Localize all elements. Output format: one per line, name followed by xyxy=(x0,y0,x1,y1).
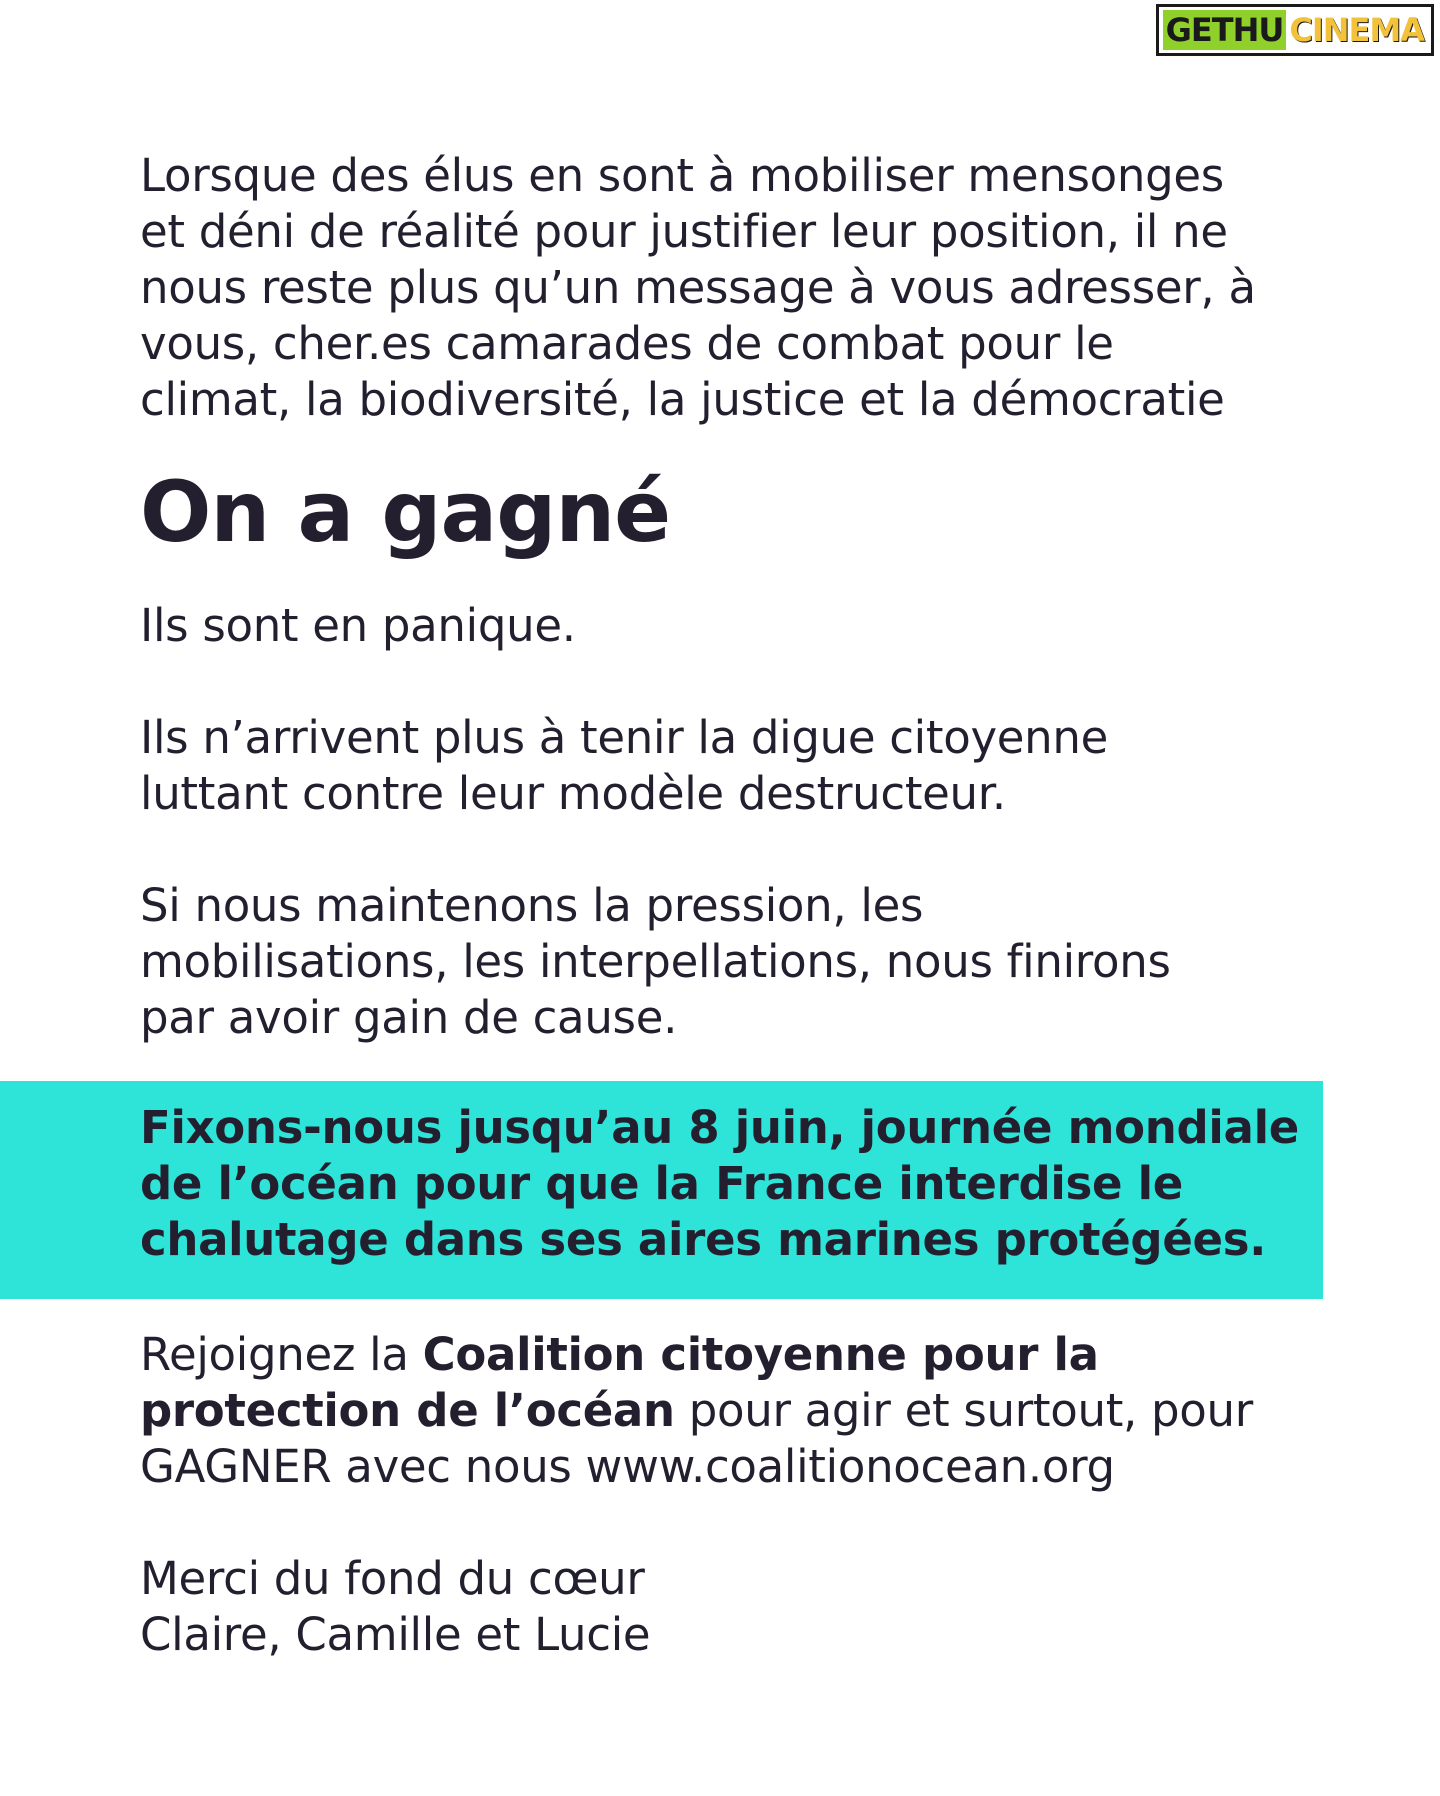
gethu-cinema-logo xyxy=(1156,4,1434,56)
join-prefix: Rejoignez la xyxy=(140,1328,423,1381)
intro-paragraph: Lorsque des élus en sont à mobiliser mensonges et déni de réalité pour justifier leur position, il ne nous reste plus qu’un message à vous adresser, à vous, cher.es camarades de combat pour le climat, la biodiversité, la justice et la démocratie xyxy=(140,149,1256,426)
page-title: On a gagné xyxy=(140,463,671,561)
join-suffix: pour agir et surtout, pour GAGNER avec nous www.coalitionocean.org xyxy=(140,1384,1253,1493)
panic-paragraph: Ils sont en panique. xyxy=(140,599,576,652)
logo-text-cinema: CINEMA xyxy=(1289,11,1424,49)
pression-paragraph: Si nous maintenons la pression, les mobilisations, les interpellations, nous finirons par avoir gain de cause. xyxy=(140,879,1171,1044)
logo-text-gethu: GETHU xyxy=(1163,10,1287,50)
thanks-signature: Merci du fond du cœur Claire, Camille et Lucie xyxy=(140,1552,651,1661)
highlight-callout: Fixons-nous jusqu’au 8 juin, journée mondiale de l’océan pour que la France interdise le chalutage dans ses aires marines protégées. xyxy=(140,1101,1299,1266)
coalition-name: Coalition citoyenne pour la protection de l’océan xyxy=(140,1328,1099,1437)
join-paragraph xyxy=(140,1327,1253,1495)
digue-paragraph: Ils n’arrivent plus à tenir la digue citoyenne luttant contre leur modèle destructeur. xyxy=(140,711,1108,820)
